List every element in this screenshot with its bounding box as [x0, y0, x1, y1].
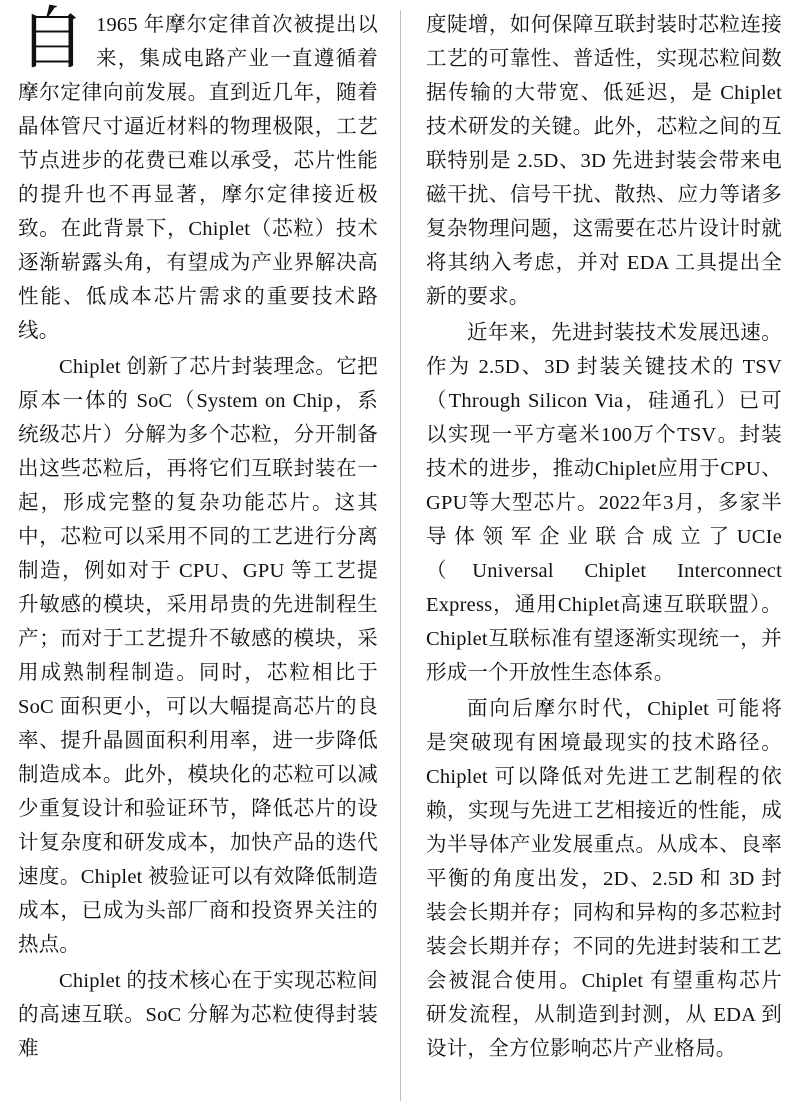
paragraph-left-2: Chiplet 创新了芯片封装理念。它把原本一体的 SoC（System on Chip，系统级芯片）分解为多个芯粒，分开制备出这些芯粒后，再将它们互联封装在一起，形成完整的复杂功能芯片。这其中，芯粒可以采用不同的工艺进行分离制造，例如对于 CPU、GPU 等工艺提升敏感的模块，采用昂贵的先进制程生产；而对于工艺提升不敏感的模块，采用成熟制程制造。同时，芯粒相比于 SoC 面积更小，可以大幅提高芯片的良率、提升晶圆面积利用率，进一步降低制造成本。此外，模块化的芯粒可以减少重复设计和验证环节，降低芯片的设计复杂度和研发成本，加快产品的迭代速度。Chiplet 被验证可以有效降低制造成本，已成为头部厂商和投资界关注的热点。 — [18, 355, 378, 957]
paragraph-right-3: 面向后摩尔时代，Chiplet 可能将是突破现有困境最现实的技术路径。Chiplet 可以降低对先进工艺制程的依赖，实现与先进工艺相接近的性能，成为半导体产业发展重点。从成本、良率平衡的角度出发，2D、2.5D 和 3D 封装会长期并存；同构和异构的多芯粒封装会长期并存；不同的先进封装和工艺会被混合使用。Chiplet 有望重构芯片研发流程，从制造到封测，从 EDA 到设计，全方位影响芯片产业格局。 — [426, 697, 782, 1060]
dropcap-paragraph — [18, 1, 378, 348]
left-column — [18, 1, 400, 1099]
paragraph-left-3: Chiplet 的技术核心在于实现芯粒间的高速互联。SoC 分解为芯粒使得封装难 — [18, 969, 378, 1060]
paragraph-right-2: 近年来，先进封装技术发展迅速。作为 2.5D、3D 封装关键技术的 TSV（Through Silicon Via，硅通孔）已可以实现一平方毫米100万个TSV。封装技术的进步，推动Chiplet应用于CPU、GPU等大型芯片。2022年3月，多家半导体领军企业联合成立了UCIe（Universal Chiplet Interconnect Express，通用Chiplet高速互联联盟）。Chiplet互联标准有望逐渐实现统一，并形成一个开放性生态体系。 — [426, 321, 782, 684]
drop-cap-character: 自 — [18, 1, 87, 77]
paragraph-left-1: 1965 年摩尔定律首次被提出以来，集成电路产业一直遵循着摩尔定律向前发展。直到近几年，随着晶体管尺寸逼近材料的物理极限，工艺节点进步的花费已难以承受，芯片性能的提升也不再显著，摩尔定律接近极致。在此背景下，Chiplet（芯粒）技术逐渐崭露头角，有望成为产业界解决高性能、低成本芯片需求的重要技术路线。 — [18, 14, 378, 343]
two-column-layout — [18, 1, 782, 1099]
right-column — [400, 8, 782, 1099]
paragraph-right-1: 度陡增，如何保障互联封装时芯粒连接工艺的可靠性、普适性，实现芯粒间数据传输的大带宽、低延迟，是 Chiplet 技术研发的关键。此外，芯粒之间的互联特别是 2.5D、3D 先进封装会带来电磁干扰、信号干扰、散热、应力等诸多复杂物理问题，这需要在芯片设计时就将其纳入考虑，并对 EDA 工具提出全新的要求。 — [426, 14, 782, 309]
